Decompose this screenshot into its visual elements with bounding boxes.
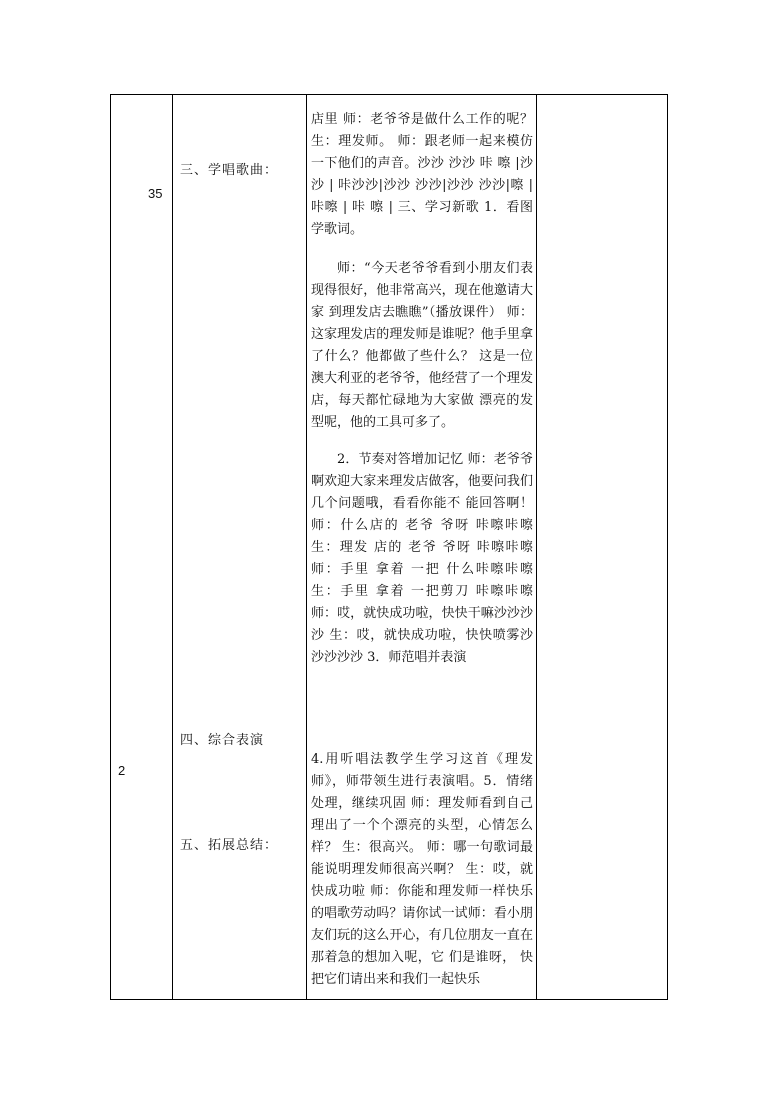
stage-summary: 五、拓展总结：: [180, 838, 279, 853]
table-border-left: [110, 94, 111, 1000]
stage-learn-song: 三、学唱歌曲：: [180, 163, 279, 178]
table-border-top: [110, 94, 668, 95]
column-divider-2: [306, 94, 307, 1000]
content-paragraph: 4.用听唱法教学生学习这首《理发师》，师带领生进行表演唱。5．情绪处理，继续巩固 师：理发师看到自己理出了一个个漂亮的头型，心情怎么样？ 生：很高兴。 师：哪一句歌词最能说明理发师很高兴啊？ 生：哎，就快成功啦 师：你能和理发师一样快乐的唱歌劳动吗？请你试一试师：看小朋友们玩的这么开心，有几位朋友一直在那着急的想加入呢，它 们是谁呀， 快把它们请出来和我们一起快乐: [311, 752, 533, 987]
content-paragraph: 店里 师：老爷爷是做什么工作的呢？ 生：理发师。 师：跟老师一起来模仿一下他们的声音。沙沙 沙沙 咔 嚓 |沙沙 | 咔沙沙|沙沙 沙沙|沙沙 沙沙|嚓 | 咔嚓 | 咔 嚓 | 三、学习新歌 1．看图学歌词。: [311, 112, 533, 237]
column-divider-3: [536, 94, 537, 1000]
content-paragraph: 师：“今天老爷爷看到小朋友们表现得很好，他非常高兴，现在他邀请大家 到理发店去瞧瞧”（播放课件） 师：这家理发店的理发师是谁呢？他手里拿了什么？他都做了些什么？ 这是一位澳大利亚的老爷爷，他经营了一个理发店，每天都忙碌地为大家做 漂亮的发型呢，他的工具可多了。: [311, 261, 533, 430]
row-number-35: 35: [148, 186, 163, 201]
lesson-plan-table: [110, 94, 668, 1000]
column-divider-1: [172, 94, 173, 1000]
stage-performance: 四、综合表演: [180, 733, 265, 748]
table-border-right: [667, 94, 668, 1000]
content-paragraph: 2．节奏对答增加记忆 师：老爷爷啊欢迎大家来理发店做客，他要问我们几个问题哦，看看你能不 能回答啊！ 师：什么店的 老爷 爷呀 咔嚓咔嚓 生：理发 店的 老爷 爷呀 咔嚓咔嚓 师：手里 拿着 一把 什么咔嚓咔嚓 生：手里 拿着 一把剪刀 咔嚓咔嚓 师：哎，就快成功啦，快快干嘛沙沙沙沙 生：哎，就快成功啦，快快喷雾沙沙沙沙沙 3．师范唱并表演: [311, 452, 533, 665]
table-border-bottom: [110, 999, 668, 1000]
row-number-2: 2: [118, 763, 126, 778]
